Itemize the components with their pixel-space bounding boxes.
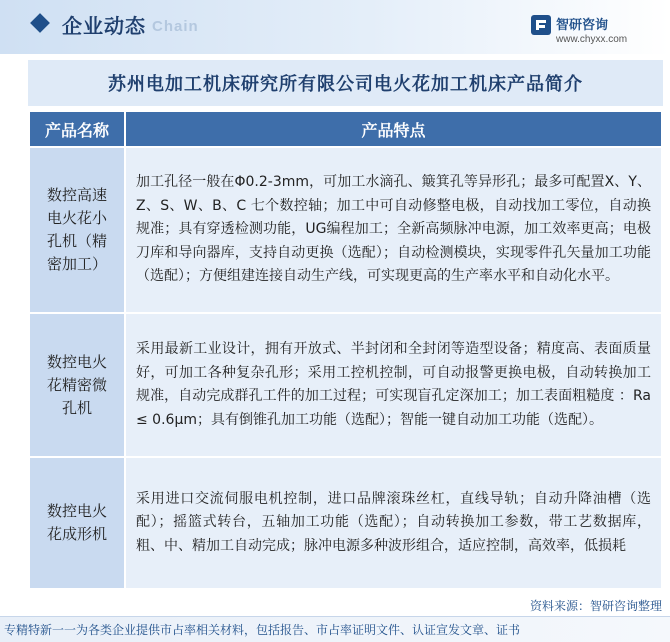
document-title: 苏州电加工机床研究所有限公司电火花加工机床产品简介: [28, 60, 663, 106]
watermark-text: Chain: [152, 18, 199, 35]
brand-url: www.chyxx.com: [556, 34, 628, 45]
product-features-cell: 加工孔径一般在Φ0.2-3mm，可加工水滴孔、簸箕孔等异形孔；最多可配置X、Y、Z、S、W、B、C 七个数控轴；加工中可自动修整电极，自动找加工零位，自动换规准；具有穿透检测功能，UG编程加工；全新高频脉冲电源，加工效率更高；电极刀库和导向器库，支持自动更换（选配）；自动检测模块，实现零件孔矢量加工功能（选配）；方便组建连接自动生产线，可实现更高的生产率水平和自动化水平。: [125, 147, 662, 313]
brand-logo: [530, 12, 660, 48]
product-features-cell: 采用进口交流伺服电机控制，进口品牌滚珠丝杠，直线导轨；自动升降油槽（选配）；摇篮式转台，五轴加工功能（选配）；自动转换加工参数，带工艺数据库，粗、中、精加工自动完成；脉冲电源多种波形组合，适应控制，高效率，低损耗: [125, 457, 662, 589]
footer-text: 专精特新一一为各类企业提供市占率相关材料，包括报告、市占率证明文件、认证宣发文章、证书: [4, 623, 521, 637]
section-title: 企业动态: [62, 14, 146, 38]
header-banner: [0, 0, 670, 54]
diamond-icon: [30, 13, 50, 33]
data-source: 资料来源：智研咨询整理: [529, 599, 662, 613]
column-header-name: 产品名称: [29, 111, 125, 147]
table-row: [29, 313, 662, 457]
product-table: [28, 110, 663, 590]
product-name-cell: 数控电火花精密微孔机: [29, 313, 125, 457]
product-name-cell: 数控高速电火花小孔机（精密加工）: [29, 147, 125, 313]
footer-bar: [0, 617, 670, 642]
brand-name: 智研咨询: [556, 18, 609, 33]
product-name-cell: 数控电火花成形机: [29, 457, 125, 589]
table-row: [29, 147, 662, 313]
table-row: [29, 457, 662, 589]
product-features-cell: 采用最新工业设计，拥有开放式、半封闭和全封闭等造型设备；精度高、表面质量好，可加工各种复杂孔形；采用工控机控制，可自动报警更换电极，自动转换加工规准，自动完成群孔工件的加工过程；可实现盲孔定深加工；加工表面粗糙度 ：Ra ≤ 0.6μm；具有倒锥孔加工功能（选配）；智能一键自动加工功能（选配）。: [125, 313, 662, 457]
table-header-row: [29, 111, 662, 147]
column-header-features: 产品特点: [125, 111, 662, 147]
brand-logo-icon: [530, 14, 552, 36]
